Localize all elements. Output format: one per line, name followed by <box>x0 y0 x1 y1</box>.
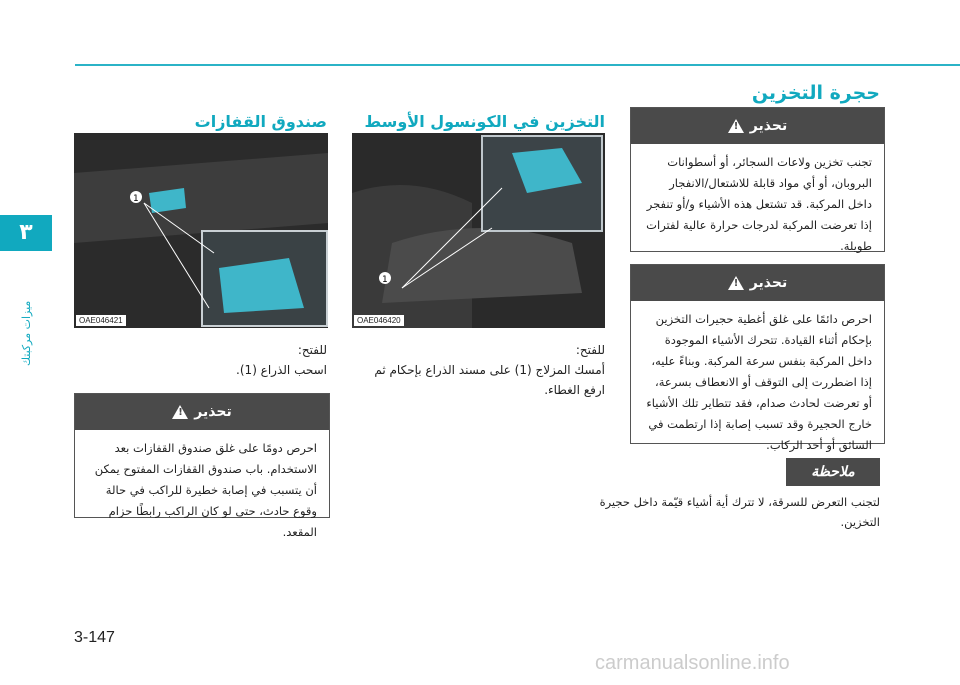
warning-triangle-icon <box>172 405 188 419</box>
page-number: 3-147 <box>74 629 115 646</box>
warning-header <box>75 394 329 430</box>
watermark: carmanualsonline.info <box>595 652 790 674</box>
photo-code: OAE046420 <box>354 315 404 326</box>
photo-code: OAE046421 <box>76 315 126 326</box>
warning-triangle-icon <box>728 276 744 290</box>
center-console-photo <box>352 133 605 328</box>
top-divider-line <box>75 64 960 66</box>
warning-title: تحذير <box>194 404 232 420</box>
chapter-tab: ٣ <box>0 215 52 251</box>
warning-box-flammables <box>630 107 885 252</box>
center-console-caption <box>355 340 605 400</box>
warning-header <box>631 265 884 301</box>
warning-box-glove-box <box>74 393 330 539</box>
caption-text: أمسك المزلاج (1) على مسند الذراع بإحكام ثم ارفع الغطاء. <box>374 363 605 397</box>
callout-number: 1 <box>133 194 139 204</box>
warning-text: تجنب تخزين ولاعات السجائر، أو أسطوانات البروبان، أو أي مواد قابلة للاشتعال/الانفجار داخل المركبة. قد تشتعل هذه الأشياء و/أو تنفجر إذا تعرضت المركبة لدرجات حرارة عالية لفترات طويلة. <box>646 155 872 253</box>
center-console-title: التخزين في الكونسول الأوسط <box>364 112 605 131</box>
warning-title: تحذير <box>749 118 788 134</box>
warning-box-close-covers <box>630 264 885 452</box>
warning-text: احرص دومًا على غلق صندوق القفازات بعد الاستخدام. باب صندوق القفازات المفتوح يمكن أن يتسبب في إصابة خطيرة للراكب في حالة وقوع حادث، حتى لو كان الراكب رابطًا حزام المقعد. <box>94 441 317 539</box>
glove-box-illustration <box>74 133 328 328</box>
warning-triangle-icon <box>728 119 744 133</box>
section-title: حجرة التخزين <box>751 82 880 104</box>
caption-heading: للفتح: <box>575 343 605 357</box>
caption-heading: للفتح: <box>297 343 327 357</box>
note-badge: ملاحظة <box>786 458 880 486</box>
note-text: لتجنب التعرض للسرقة، لا تترك أية أشياء قيّمة داخل حجيرة التخزين. <box>599 495 880 529</box>
glove-box-photo <box>74 133 328 328</box>
center-console-illustration <box>352 133 605 328</box>
chapter-title-vertical: ميزات مركبتك <box>20 300 33 366</box>
callout-number: 1 <box>382 275 388 285</box>
caption-text: اسحب الذراع (1). <box>236 363 327 377</box>
glove-box-title: صندوق القفازات <box>194 112 327 131</box>
warning-text: احرص دائمًا على غلق أغطية حجيرات التخزين بإحكام أثناء القيادة. تتحرك الأشياء الموجودة داخل المركبة بنفس سرعة المركبة. وبناءً عليه، إذا اضطررت إلى التوقف أو الانعطاف بسرعة، أو تعرضت لحادث صدام، فقد تتطاير تلك الأشياء خارج الحجيرة وقد تسبب إصابة إذا ارتطمت في السائق أو أحد الركاب. <box>646 312 872 452</box>
warning-header <box>631 108 884 144</box>
glove-box-caption <box>75 340 327 380</box>
warning-title: تحذير <box>749 275 788 291</box>
